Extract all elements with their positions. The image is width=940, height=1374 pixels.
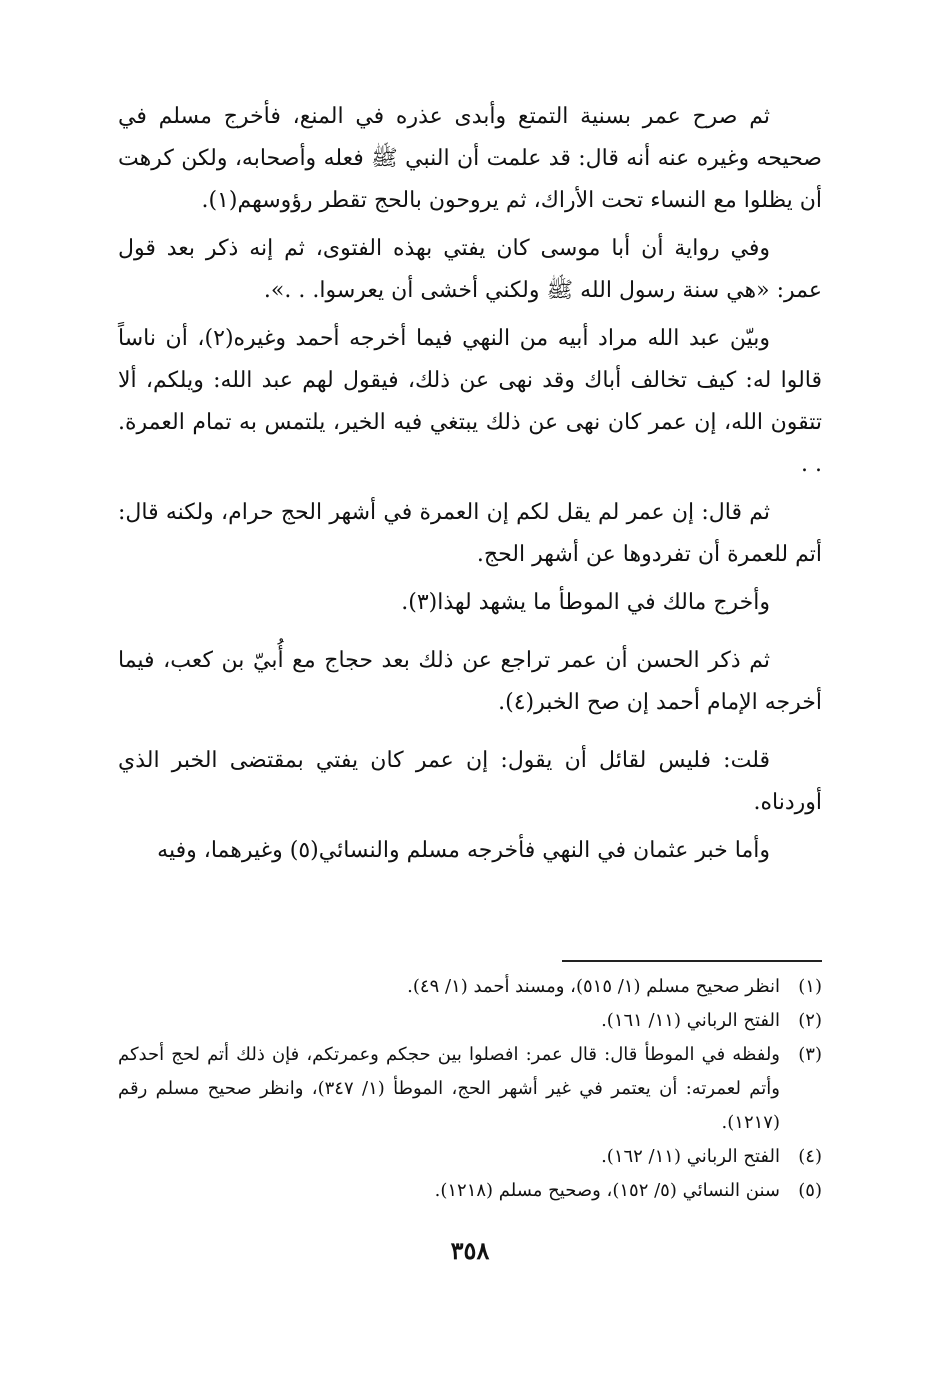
paragraph-4: ثم قال: إن عمر لم يقل لكم إن العمرة في أشهر الحج حرام، ولكنه قال: أتم للعمرة أن تفردوها عن أشهر الحج. [118,500,822,567]
footnote-number: (٥) [798,1180,822,1201]
footnote-5 [118,1174,822,1208]
paragraph-6: ثم ذكر الحسن أن عمر تراجع عن ذلك بعد حجاج مع أُبيّ بن كعب، فيما أخرجه الإمام أحمد إن صح الخبر(٤). [118,648,822,715]
footnote-text: ولفظه في الموطأ قال: قال عمر: افصلوا بين حجكم وعمرتكم، فإن ذلك أتم لحج أحدكم وأتم لعمرته: أن يعتمر في غير أشهر الحج، الموطأ (١/ ٣٤٧)، وانظر صحيح مسلم رقم (١٢١٧). [118,1044,780,1133]
paragraph-7: قلت: فليس لقائل أن يقول: إن عمر كان يفتي بمقتضى الخبر الذي أوردناه. [118,748,822,815]
main-text [118,96,822,878]
footnote-1 [118,970,822,1004]
footnote-3 [118,1038,822,1140]
paragraph-2: وفي رواية أن أبا موسى كان يفتي بهذه الفتوى، ثم إنه ذكر بعد قول عمر: «هي سنة رسول الله ﷺ ولكني أخشى أن يعرسوا. . .». [118,236,822,303]
paragraph-5: وأخرج مالك في الموطأ ما يشهد لهذا(٣). [401,590,770,615]
footnote-text: الفتح الرباني (١١/ ١٦٢). [601,1146,780,1167]
footnote-4 [118,1140,822,1174]
footnotes [118,970,822,1208]
paragraph-8: وأما خبر عثمان في النهي فأخرجه مسلم والنسائي(٥) وغيرهما، وفيه [157,838,770,863]
page-number: ٣٥٨ [450,1236,490,1265]
paragraph-3: وبيّن عبد الله مراد أبيه من النهي فيما أخرجه أحمد وغيره(٢)، أن ناساً قالوا له: كيف تخالف أباك وقد نهى عن ذلك، فيقول لهم عبد الله: ويلكم، ألا تتقون الله، إن عمر كان نهى عن ذلك يبتغي فيه الخير، يلتمس به تمام العمرة. . . [118,326,822,477]
footnote-number: (٣) [798,1044,822,1065]
footnote-number: (٤) [798,1146,822,1167]
footnote-text: الفتح الرباني (١١/ ١٦١). [601,1010,780,1031]
footnote-text: انظر صحيح مسلم (١/ ٥١٥)، ومسند أحمد (١/ ٤٩). [407,976,780,997]
footnote-number: (٢) [798,1010,822,1031]
footnote-number: (١) [798,976,822,997]
footnote-text: سنن النسائي (٥/ ١٥٢)، وصحيح مسلم (١٢١٨). [434,1180,780,1201]
footnote-separator [562,960,822,962]
footnote-2 [118,1004,822,1038]
paragraph-1: ثم صرح عمر بسنية التمتع وأبدى عذره في المنع، فأخرج مسلم في صحيحه وغيره عنه أنه قال: قد علمت أن النبي ﷺ فعله وأصحابه، ولكن كرهت أن يظلوا مع النساء تحت الأراك، ثم يروحون بالحج تقطر رؤوسهم(١). [118,104,822,213]
